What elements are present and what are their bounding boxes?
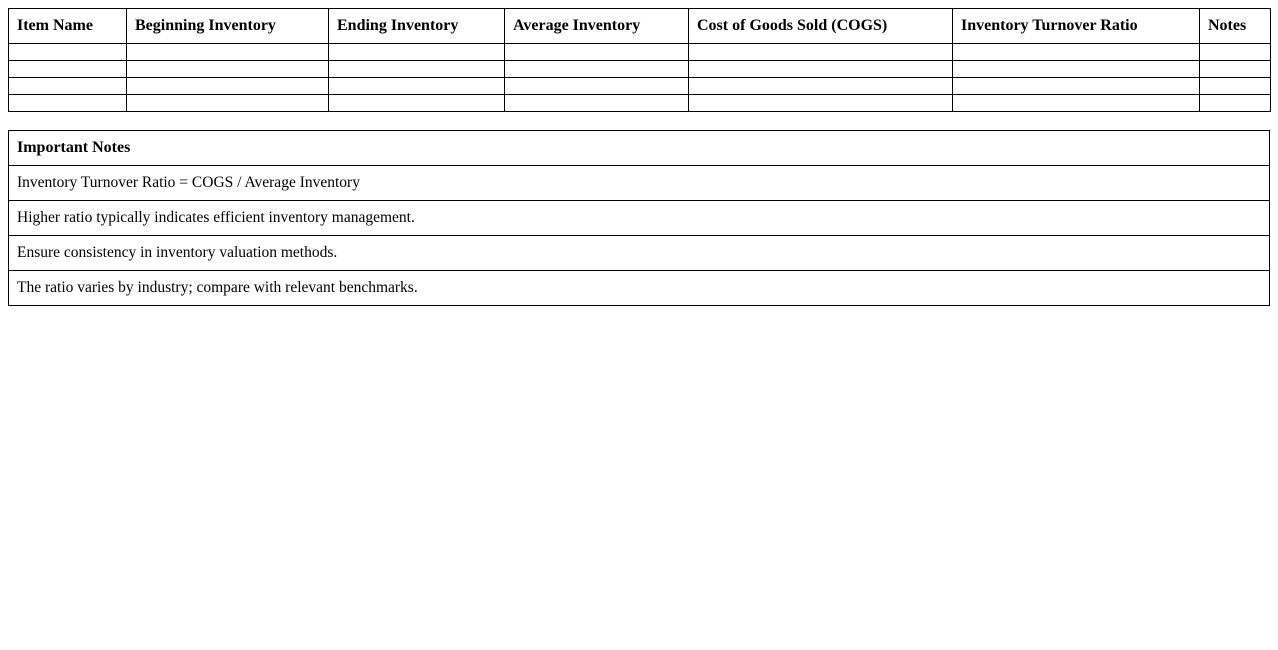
note-row	[9, 236, 1270, 271]
column-header-ending-inventory: Ending Inventory	[329, 9, 505, 44]
important-notes-table	[8, 130, 1270, 306]
table-cell	[127, 78, 329, 95]
table-cell	[505, 61, 689, 78]
table-cell	[953, 78, 1200, 95]
table-cell	[1200, 44, 1271, 61]
table-cell	[1200, 61, 1271, 78]
table-cell	[329, 78, 505, 95]
table-cell	[505, 78, 689, 95]
column-header-cogs: Cost of Goods Sold (COGS)	[689, 9, 953, 44]
table-cell	[9, 61, 127, 78]
note-text: The ratio varies by industry; compare with relevant benchmarks.	[9, 271, 1270, 306]
note-row	[9, 166, 1270, 201]
table-cell	[505, 44, 689, 61]
table-cell	[9, 44, 127, 61]
table-cell	[689, 78, 953, 95]
note-text: Ensure consistency in inventory valuation methods.	[9, 236, 1270, 271]
table-cell	[9, 95, 127, 112]
table-header-row	[9, 9, 1271, 44]
table-cell	[9, 78, 127, 95]
column-header-item-name: Item Name	[9, 9, 127, 44]
table-cell	[127, 95, 329, 112]
table-cell	[329, 61, 505, 78]
table-cell	[329, 44, 505, 61]
table-row	[9, 95, 1271, 112]
notes-header-row	[9, 131, 1270, 166]
table-cell	[953, 95, 1200, 112]
table-cell	[953, 44, 1200, 61]
column-header-average-inventory: Average Inventory	[505, 9, 689, 44]
page-content	[8, 8, 1270, 306]
column-header-beginning-inventory: Beginning Inventory	[127, 9, 329, 44]
note-row	[9, 201, 1270, 236]
table-row	[9, 61, 1271, 78]
table-cell	[953, 61, 1200, 78]
table-cell	[505, 95, 689, 112]
table-cell	[1200, 78, 1271, 95]
note-text: Inventory Turnover Ratio = COGS / Average Inventory	[9, 166, 1270, 201]
table-row	[9, 78, 1271, 95]
inventory-turnover-table	[8, 8, 1271, 112]
table-cell	[689, 61, 953, 78]
note-text: Higher ratio typically indicates efficient inventory management.	[9, 201, 1270, 236]
column-header-turnover-ratio: Inventory Turnover Ratio	[953, 9, 1200, 44]
note-row	[9, 271, 1270, 306]
table-cell	[689, 95, 953, 112]
table-cell	[1200, 95, 1271, 112]
table-cell	[689, 44, 953, 61]
table-cell	[127, 61, 329, 78]
notes-title: Important Notes	[9, 131, 1270, 166]
table-cell	[329, 95, 505, 112]
table-cell	[127, 44, 329, 61]
table-row	[9, 44, 1271, 61]
column-header-notes: Notes	[1200, 9, 1271, 44]
